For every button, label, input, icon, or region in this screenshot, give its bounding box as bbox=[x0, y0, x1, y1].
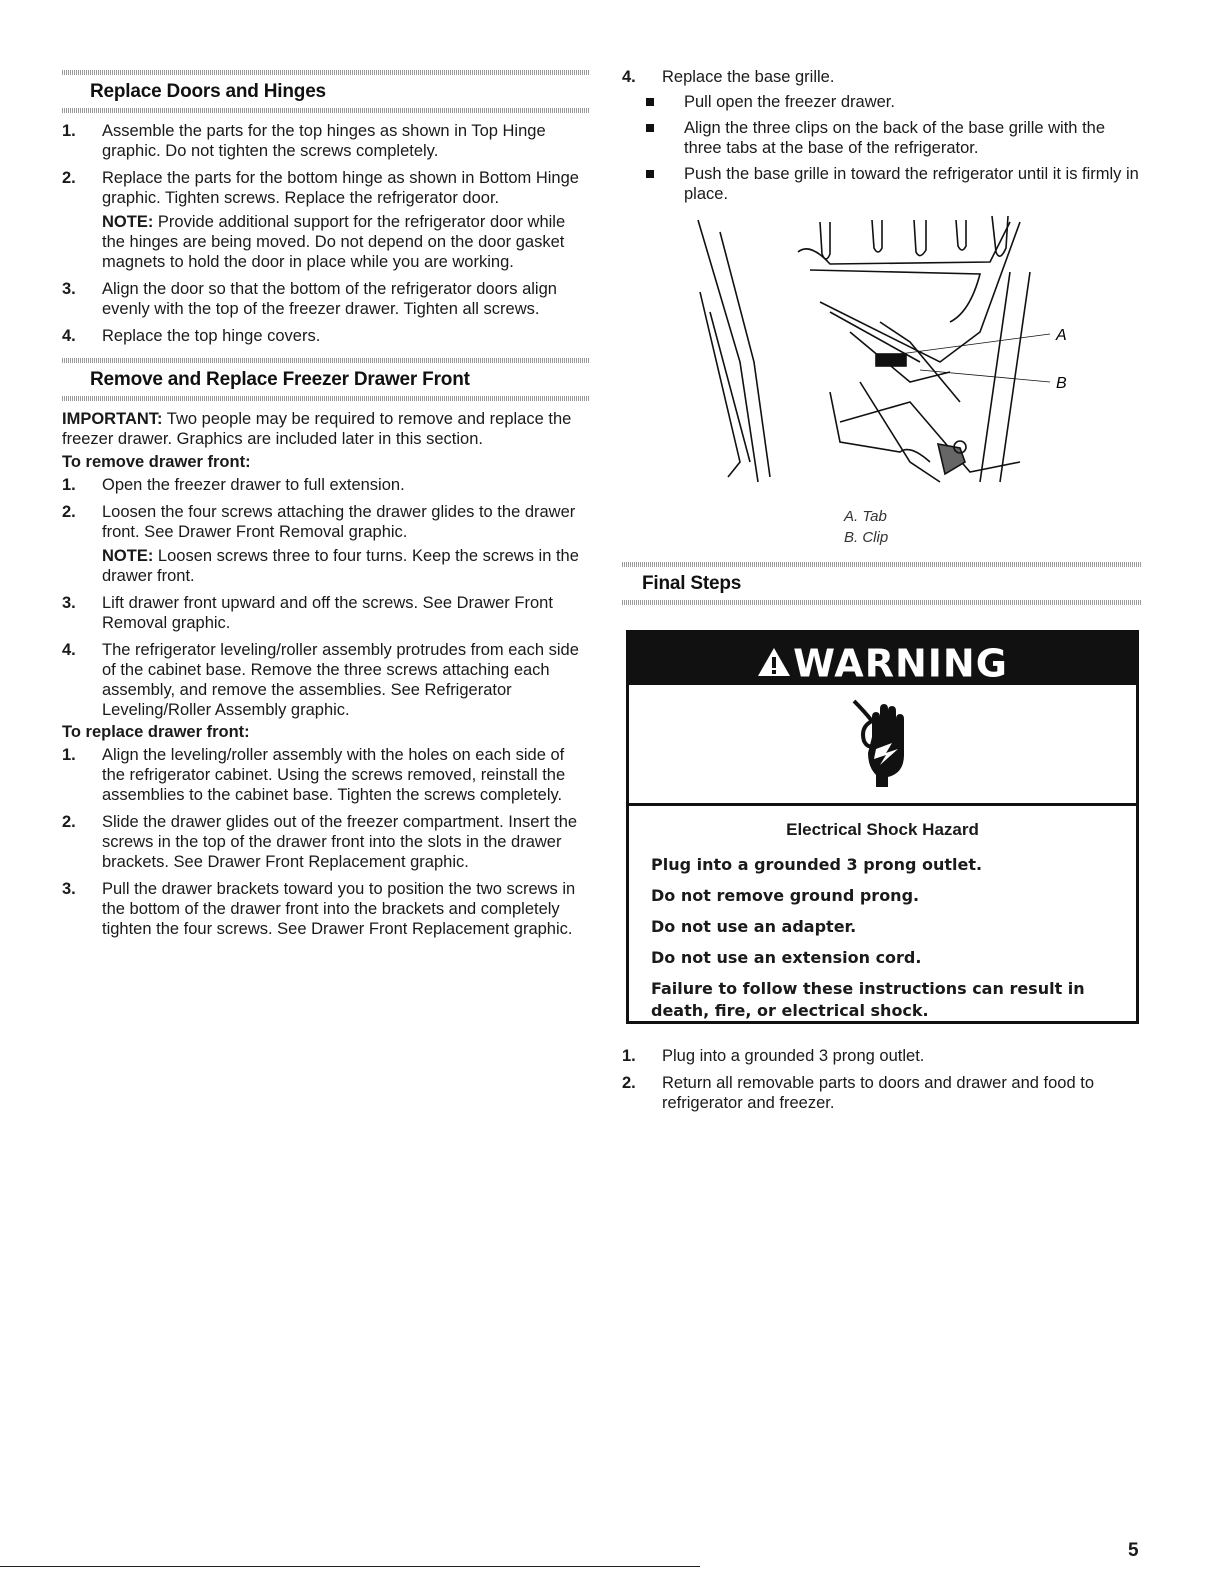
important-note: IMPORTANT: Two people may be required to remove and replace the freezer drawer. Graphics are included later in this section. bbox=[62, 410, 572, 448]
callout-label-b: B bbox=[1056, 375, 1067, 392]
list-item: 1. Align the leveling/roller assembly with the holes on each side of the refrigerator cabinet. Using the screws removed, reinstall the assemblies to the cabinet base. Tighten the screws completely. bbox=[62, 746, 566, 804]
list-item: 2. Return all removable parts to doors and drawer and food to refrigerator and freezer. bbox=[622, 1074, 1094, 1112]
list-item: 4. Replace the top hinge covers. bbox=[62, 327, 321, 345]
list-item: 3. Align the door so that the bottom of the refrigerator doors align evenly with the top of the freezer drawer. Tighten all screws. bbox=[62, 280, 557, 318]
electrical-shock-icon bbox=[846, 697, 918, 789]
section-divider bbox=[622, 562, 1142, 567]
section-divider bbox=[62, 70, 590, 75]
right-column bbox=[622, 67, 1142, 210]
warning-box bbox=[626, 630, 1139, 1024]
list-item: 3. Pull the drawer brackets toward you to position the two screws in the bottom of the drawer front into the brackets and completely tighten the four screws. See Drawer Front Replacement graphic. bbox=[62, 880, 576, 938]
section-title-freezer-drawer: Remove and Replace Freezer Drawer Front bbox=[90, 369, 470, 390]
list-item: 2. Loosen the four screws attaching the drawer glides to the drawer front. See Drawer Front Removal graphic. NOTE: Loosen screws three to four turns. Keep the screws in the drawer front. bbox=[62, 502, 590, 586]
list-item: 2. Slide the drawer glides out of the freezer compartment. Insert the screws in the top of the drawer front into the slots in the drawer brackets. See Drawer Front Replacement graphic. bbox=[62, 813, 578, 871]
hazard-title: Electrical Shock Hazard bbox=[786, 820, 979, 839]
section-divider bbox=[622, 600, 1142, 605]
warning-icon-row bbox=[629, 685, 1136, 806]
list-item: 2. Replace the parts for the bottom hinge as shown in Bottom Hinge graphic. Tighten screws. Replace the refrigerator door. NOTE: Provide additional support for the refrigerator door while the hinges are being moved. Do not depend on the door gasket magnets to hold the door in place while you are working. bbox=[62, 168, 590, 272]
left-column bbox=[62, 70, 590, 946]
bullet-item: Align the three clips on the back of the base grille with the three tabs at the base of the refrigerator. bbox=[622, 118, 1142, 158]
footer-rule bbox=[0, 1566, 700, 1567]
section-divider bbox=[62, 108, 590, 113]
warning-header: WARNING bbox=[629, 633, 1136, 685]
bullet-item: Pull open the freezer drawer. bbox=[622, 92, 1142, 112]
section-title-replace-doors: Replace Doors and Hinges bbox=[90, 81, 326, 102]
list-item: 1. Plug into a grounded 3 prong outlet. bbox=[622, 1047, 925, 1065]
caption-a: A. Tab bbox=[844, 508, 887, 525]
page-number: 5 bbox=[1128, 1540, 1139, 1561]
section-title-final-steps: Final Steps bbox=[642, 573, 742, 594]
base-grille-illustration bbox=[680, 212, 1100, 502]
note: NOTE: Provide additional support for the refrigerator door while the hinges are being moved. Do not depend on the door gasket magnets to hold the door in place while you are working. bbox=[102, 213, 566, 271]
warning-line: Do not remove ground prong. bbox=[651, 886, 920, 905]
final-steps-list bbox=[622, 1046, 1142, 1120]
warning-line: Plug into a grounded 3 prong outlet. bbox=[651, 855, 983, 874]
caption-b: B. Clip bbox=[844, 529, 889, 546]
warning-line: Do not use an extension cord. bbox=[651, 948, 922, 967]
warning-text bbox=[629, 806, 1136, 1022]
note: NOTE: Loosen screws three to four turns. Keep the screws in the drawer front. bbox=[102, 547, 579, 585]
list-item: 1. Open the freezer drawer to full extension. bbox=[62, 476, 405, 494]
bullet-item: Push the base grille in toward the refrigerator until it is firmly in place. bbox=[622, 164, 1142, 204]
subheading-remove: To remove drawer front: bbox=[62, 453, 251, 471]
warning-line: Do not use an adapter. bbox=[651, 917, 857, 936]
warning-triangle-icon bbox=[757, 636, 791, 692]
section-divider bbox=[62, 358, 590, 363]
list-item: 4. The refrigerator leveling/roller assembly protrudes from each side of the cabinet base. Remove the three screws attaching each assembly, and remove the assemblies. See Refrigerator Leveling/Roller Assembly graphic. bbox=[62, 641, 579, 719]
final-steps-header bbox=[622, 562, 1142, 605]
callout-label-a: A bbox=[1056, 327, 1067, 344]
list-item: 4. Replace the base grille. bbox=[622, 68, 835, 86]
subheading-replace: To replace drawer front: bbox=[62, 723, 250, 741]
list-item: 1. Assemble the parts for the top hinges as shown in Top Hinge graphic. Do not tighten the screws completely. bbox=[62, 122, 546, 160]
figure-caption bbox=[844, 506, 888, 548]
list-item: 3. Lift drawer front upward and off the screws. See Drawer Front Removal graphic. bbox=[62, 594, 553, 632]
section-divider bbox=[62, 396, 590, 401]
warning-line: Failure to follow these instructions can result in death, fire, or electrical shock. bbox=[651, 979, 1085, 1020]
